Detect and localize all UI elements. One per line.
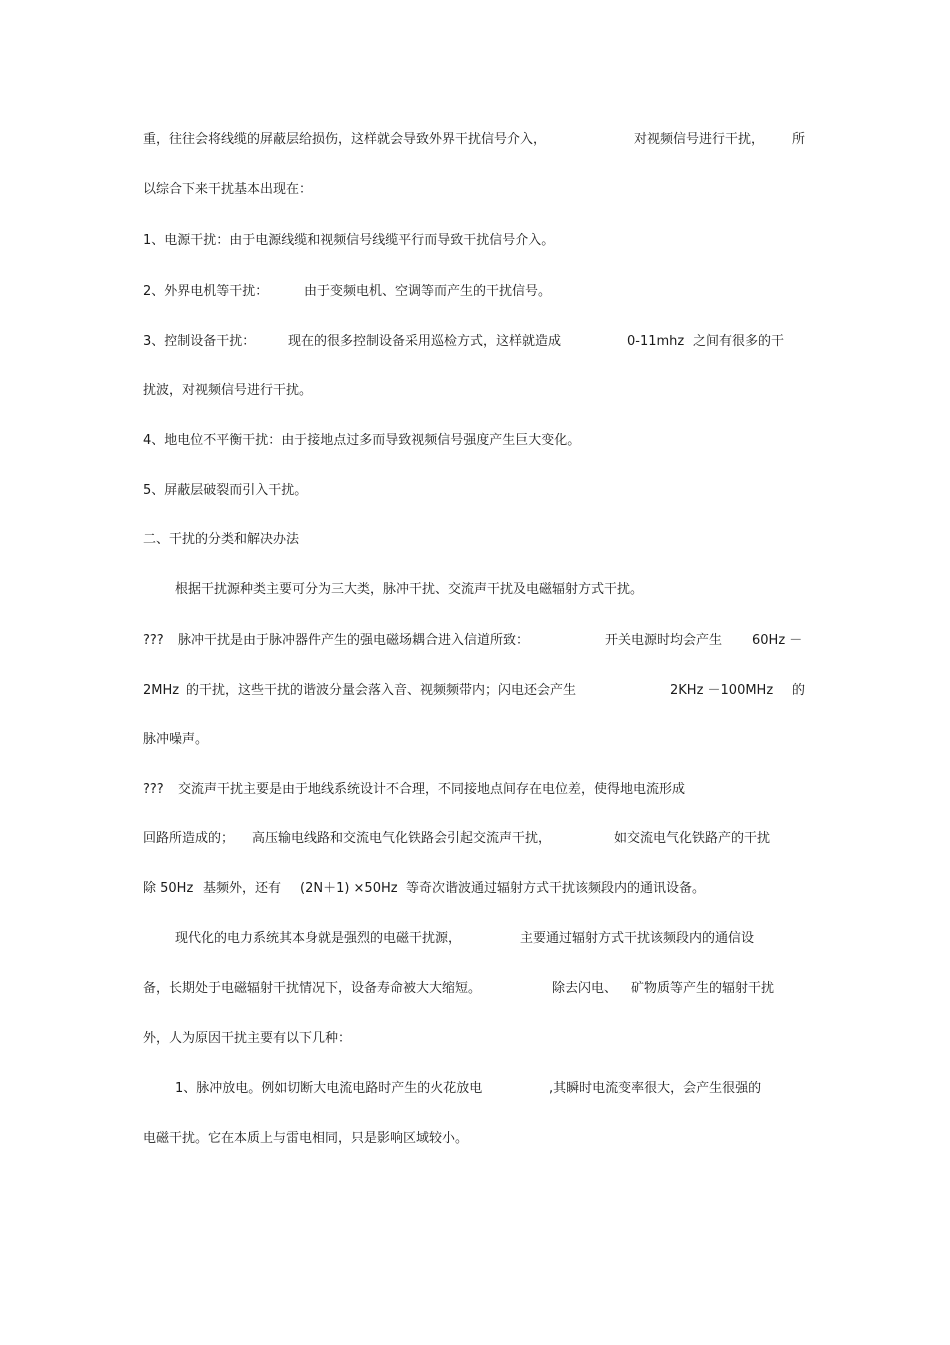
text-segment: 交流声干扰主要是由于地线系统设计不合理，不同接地点间存在电位差，使得地电流形成 [178, 782, 686, 797]
text-segment: 电磁干扰。它在本质上与雷电相同，只是影响区域较小。 [143, 1131, 469, 1146]
text-segment: 脉冲干扰是由于脉冲器件产生的强电磁场耦合进入信道所致： [178, 633, 530, 648]
text-segment: 脉冲噪声。 [143, 732, 209, 747]
text-segment: 矿物质等产生的辐射干扰 [631, 981, 775, 996]
text-segment: 基频外，还有 [203, 881, 282, 896]
text-segment: 等奇次谐波通过辐射方式干扰该频段内的通讯设备。 [406, 881, 706, 896]
text-segment: 现在的很多控制设备采用巡检方式，这样就造成 [288, 334, 562, 349]
text-segment: ,其瞬时电流变率很大，会产生很强的 [549, 1081, 762, 1096]
text-segment: 开关电源时均会产生 [605, 633, 723, 648]
text-segment: 2KHz －100MHz [670, 683, 774, 698]
text-segment: 所 [792, 132, 806, 147]
text-segment: 如交流电气化铁路产的干扰 [614, 831, 771, 846]
text-segment: 0-11mhz [627, 334, 685, 349]
text-segment: 重，往往会将线缆的屏蔽层给损伤，这样就会导致外界干扰信号介入， [143, 132, 547, 147]
text-segment: 60Hz － [752, 633, 803, 648]
text-segment: 5、屏蔽层破裂而引入干扰。 [143, 483, 308, 498]
text-segment: 除 50Hz [143, 881, 194, 896]
text-segment: 4、地电位不平衡干扰：由于接地点过多而导致视频信号强度产生巨大变化。 [143, 433, 581, 448]
text-segment: 高压输电线路和交流电气化铁路会引起交流声干扰， [252, 831, 552, 846]
text-segment: 2MHz [143, 683, 180, 698]
text-segment: 2、外界电机等干扰： [143, 284, 269, 299]
text-segment: 回路所造成的； [143, 831, 235, 846]
text-segment: 1、脉冲放电。例如切断大电流电路时产生的火花放电 [175, 1081, 483, 1096]
text-segment: 以综合下来干扰基本出现在： [143, 182, 313, 197]
text-segment: ??? [143, 633, 164, 648]
text-segment: 的 [792, 683, 806, 698]
text-segment: 的干扰，这些干扰的谐波分量会落入音、视频频带内；闪电还会产生 [186, 683, 577, 698]
text-segment: 1、电源干扰：由于电源线缆和视频信号线缆平行而导致干扰信号介入。 [143, 233, 555, 248]
text-segment: 扰波，对视频信号进行干扰。 [143, 383, 313, 398]
text-segment: 之间有很多的干 [693, 334, 785, 349]
text-segment: 3、控制设备干扰： [143, 334, 256, 349]
text-segment: ??? [143, 782, 164, 797]
text-segment: 除去闪电、 [552, 981, 618, 996]
text-segment: 主要通过辐射方式干扰该频段内的通信设 [520, 931, 755, 946]
text-segment: 二、干扰的分类和解决办法 [143, 532, 300, 547]
text-segment: 由于变频电机、空调等而产生的干扰信号。 [304, 284, 552, 299]
text-segment: 备，长期处于电磁辐射干扰情况下，设备寿命被大大缩短。 [143, 981, 482, 996]
text-segment: 根据干扰源种类主要可分为三大类，脉冲干扰、交流声干扰及电磁辐射方式干扰。 [175, 582, 644, 597]
text-segment: 现代化的电力系统其本身就是强烈的电磁干扰源， [175, 931, 462, 946]
text-segment: (2N＋1) ×50Hz [300, 881, 398, 896]
text-segment: 外，人为原因干扰主要有以下几种： [143, 1031, 352, 1046]
text-segment: 对视频信号进行干扰， [634, 132, 765, 147]
